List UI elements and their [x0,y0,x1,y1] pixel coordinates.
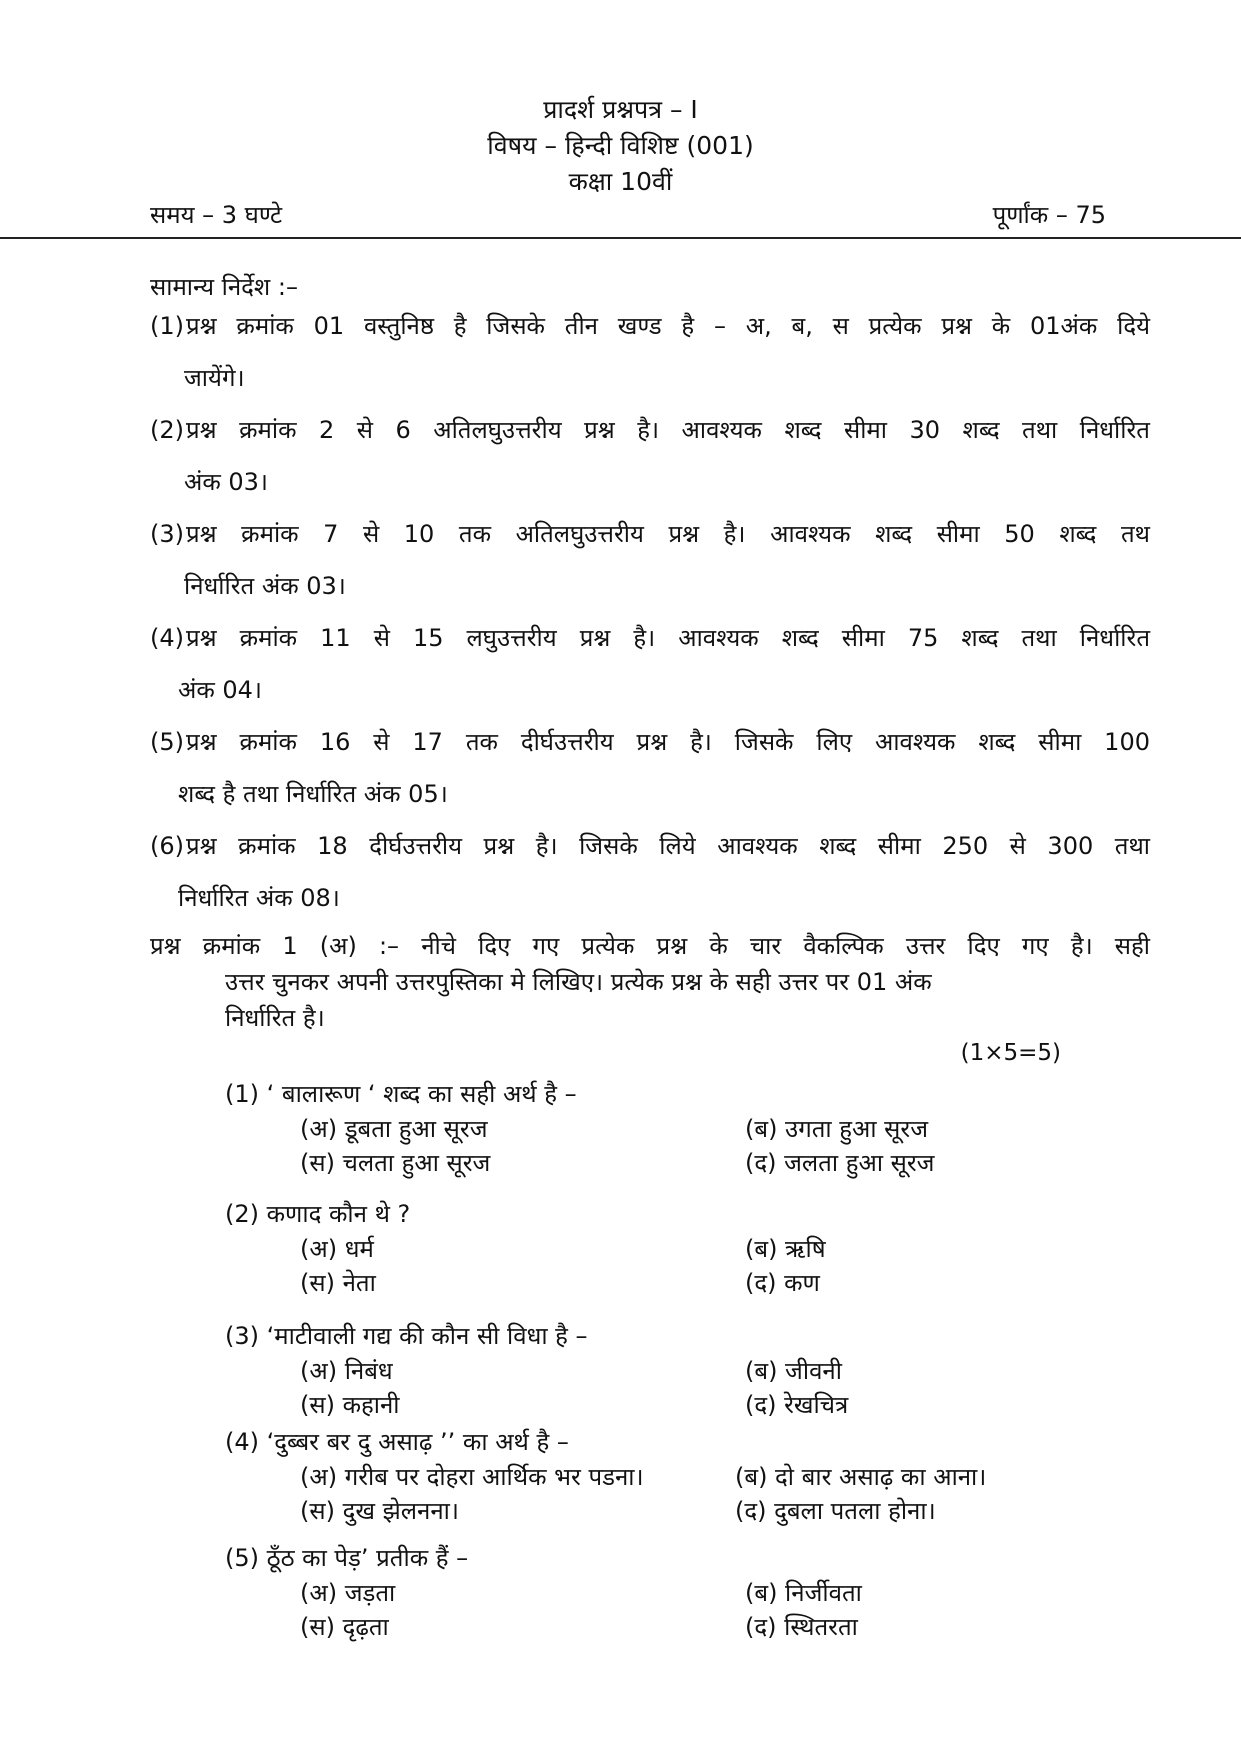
instruction-text: प्रश्न क्रमांक 7 से 10 तक अतिलघुउत्तरीय प्रश्न है। आवश्यक शब्द सीमा 50 शब्द तथ [186,520,1150,548]
option-c: (स) कहानी [300,1391,400,1419]
time-allowed: समय – 3 घण्टे [150,201,283,229]
option-c: (स) चलता हुआ सूरज [300,1149,491,1177]
mcq-question [225,1076,1045,1180]
option-b: (ब) दो बार असाढ़ का आना। [735,1463,987,1491]
mcq-stem: (1) ‘ बालारूण ‘ शब्द का सही अर्थ है – [225,1080,577,1108]
option-a: (अ) निबंध [300,1357,393,1385]
max-marks: पूर्णांक – 75 [992,201,1106,229]
instruction-text: प्रश्न क्रमांक 11 से 15 लघुउत्तरीय प्रश्न है। आवश्यक शब्द सीमा 75 शब्द तथा निर्धारित [186,624,1150,652]
option-c: (स) दृढ़ता [300,1613,389,1641]
option-a: (अ) धर्म [300,1235,374,1263]
option-a: (अ) डूबता हुआ सूरज [300,1115,488,1143]
question-1-line-3: निर्धारित है। [225,1004,325,1032]
mcq-question [225,1318,1045,1422]
mcq-question [225,1196,1045,1300]
mcq-stem: (4) ‘दुब्बर बर दु असाढ़ ’’ का अर्थ है – [225,1428,569,1456]
option-c: (स) नेता [300,1269,376,1297]
instruction-number: (2) [150,416,184,444]
instruction-number: (6) [150,832,184,860]
instruction-number: (3) [150,520,184,548]
question-1-line-1: प्रश्न क्रमांक 1 (अ) :– नीचे दिए गए प्रत्येक प्रश्न के चार वैकल्पिक उत्तर दिए गए है। सही [150,932,1150,960]
instruction-item [150,820,1150,924]
instruction-text: प्रश्न क्रमांक 2 से 6 अतिलघुउत्तरीय प्रश्न है। आवश्यक शब्द सीमा 30 शब्द तथा निर्धारित [186,416,1150,444]
mcq-question [225,1424,1045,1528]
marks-scheme: (1×5=5) [960,1040,1061,1066]
instruction-continuation: अंक 04। [178,676,263,704]
option-b: (ब) उगता हुआ सूरज [745,1115,928,1143]
instruction-continuation: निर्धारित अंक 03। [184,572,346,600]
instruction-continuation: निर्धारित अंक 08। [178,884,340,912]
instruction-continuation: शब्द है तथा निर्धारित अंक 05। [178,780,448,808]
option-d: (द) दुबला पतला होना। [735,1497,936,1525]
subject-line: विषय – हिन्दी विशिष्ट (001) [487,131,754,160]
question-1-instruction [150,928,1150,1036]
general-instructions-title: सामान्य निर्देश :– [150,273,298,301]
mcq-stem: (2) कणाद कौन थे ? [225,1200,411,1228]
option-a: (अ) जड़ता [300,1579,396,1607]
option-d: (द) स्थितरता [745,1613,858,1641]
mcq-stem: (5) ठूँठ का पेड़’ प्रतीक हैं – [225,1544,469,1572]
instruction-number: (1) [150,312,184,340]
instruction-item [150,300,1150,404]
instruction-item [150,508,1150,612]
header-divider [0,237,1241,239]
instruction-item [150,716,1150,820]
instruction-number: (5) [150,728,184,756]
option-b: (ब) जीवनी [745,1357,842,1385]
option-d: (द) जलता हुआ सूरज [745,1149,935,1177]
question-1-line-2: उत्तर चुनकर अपनी उत्तरपुस्तिका मे लिखिए। प्रत्येक प्रश्न के सही उत्तर पर 01 अंक [225,968,932,996]
instruction-text: प्रश्न क्रमांक 01 वस्तुनिष्ठ है जिसके तीन खण्ड है – अ, ब, स प्रत्येक प्रश्न के 01अंक दिये [186,312,1150,340]
class-line: कक्षा 10वीं [568,167,673,196]
option-d: (द) कण [745,1269,820,1297]
option-a: (अ) गरीब पर दोहरा आर्थिक भर पडना। [300,1463,644,1491]
option-d: (द) रेखचित्र [745,1391,849,1419]
instruction-continuation: अंक 03। [184,468,269,496]
mcq-stem: (3) ‘माटीवाली गद्य की कौन सी विधा है – [225,1322,588,1350]
instruction-text: प्रश्न क्रमांक 18 दीर्घउत्तरीय प्रश्न है। जिसके लिये आवश्यक शब्द सीमा 250 से 300 तथा [186,832,1150,860]
instruction-number: (4) [150,624,184,652]
instruction-continuation: जायेंगे। [184,364,245,392]
option-b: (ब) निर्जीवता [745,1579,862,1607]
instruction-text: प्रश्न क्रमांक 16 से 17 तक दीर्घउत्तरीय प्रश्न है। जिसके लिए आवश्यक शब्द सीमा 100 [186,728,1150,756]
instruction-item [150,404,1150,508]
mcq-question [225,1540,1045,1644]
paper-title: प्रादर्श प्रश्नपत्र – I [543,95,698,124]
instruction-item [150,612,1150,716]
option-b: (ब) ऋषि [745,1235,826,1263]
option-c: (स) दुख झेलनना। [300,1497,459,1525]
